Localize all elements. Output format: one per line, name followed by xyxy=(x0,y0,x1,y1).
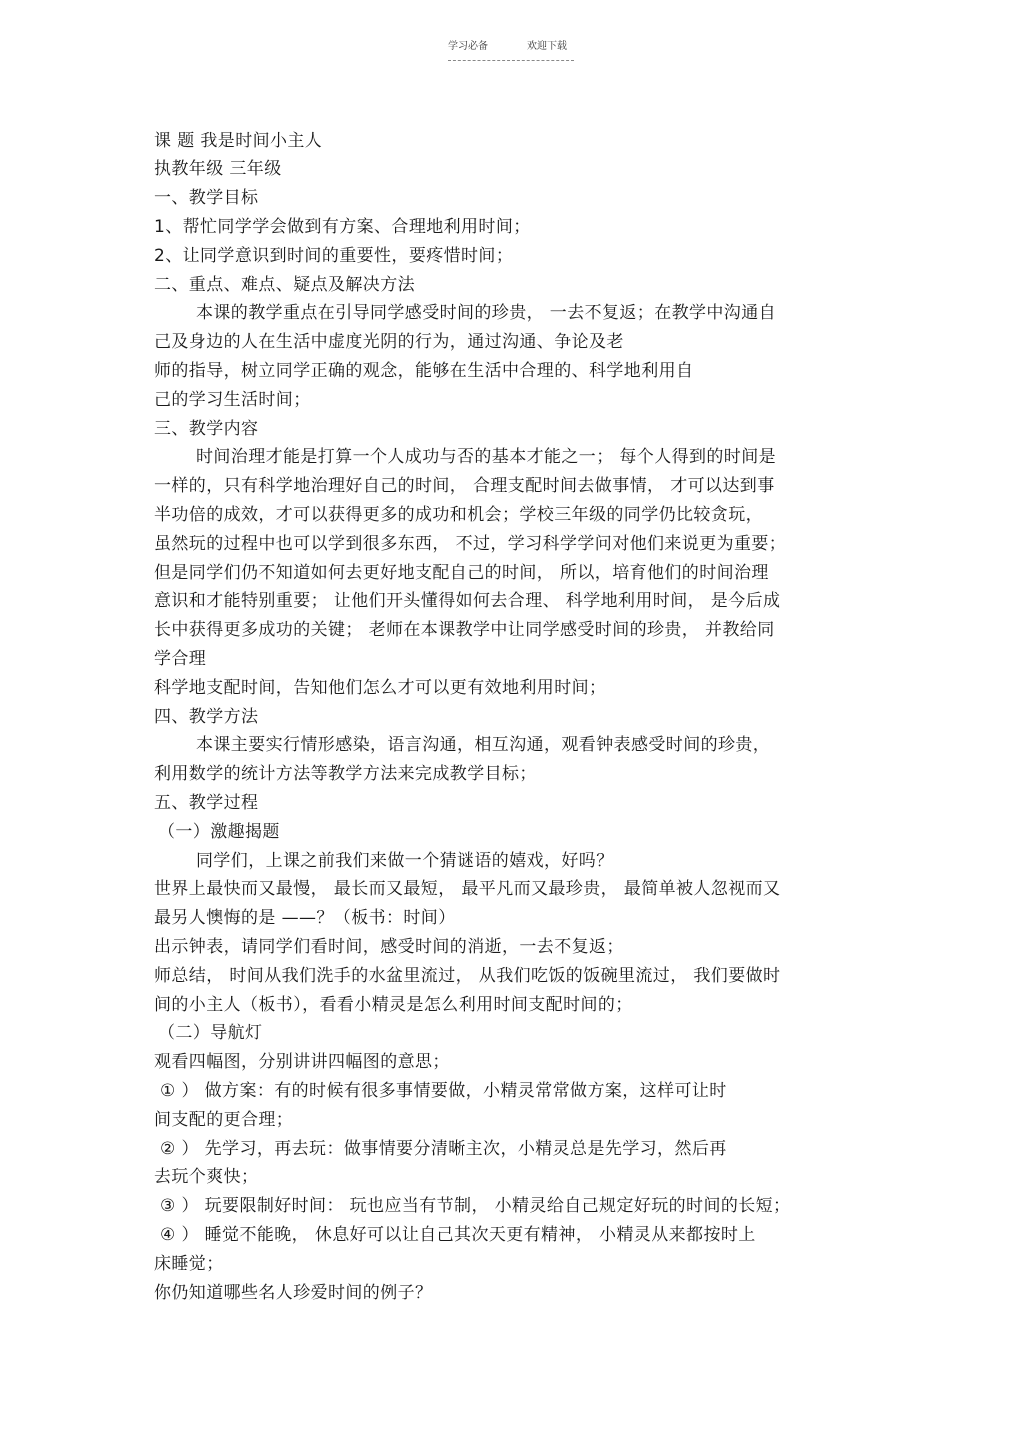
text-line: 长中获得更多成功的关键； 老师在本课教学中让同学感受时间的珍贵， 并教给同 xyxy=(154,620,775,640)
subsection-heading: （一）激趣揭题 xyxy=(158,822,280,842)
text-line: 本课主要实行情形感染，语言沟通，相互沟通，观看钟表感受时间的珍贵， xyxy=(196,735,771,755)
text-line: 观看四幅图，分别讲讲四幅图的意思； xyxy=(154,1052,450,1072)
list-item: ① ） 做方案：有的时候有很多事情要做，小精灵常常做方案，这样可让时 xyxy=(160,1081,727,1101)
text-line: 本课的教学重点在引导同学感受时间的珍贵， 一去不复返；在教学中沟通自 xyxy=(196,303,777,323)
text-line: 2、让同学意识到时间的重要性，要疼惜时间； xyxy=(154,246,514,266)
text-line: 时间治理才能是打算一个人成功与否的基本才能之一； 每个人得到的时间是 xyxy=(196,447,777,467)
text-line: 但是同学们仍不知道如何去更好地支配自己的时间， 所以，培育他们的时间治理 xyxy=(154,563,769,583)
text-line: 你仍知道哪些名人珍爱时间的例子？ xyxy=(154,1283,433,1303)
header-right-text: 欢迎下载 xyxy=(527,41,567,52)
text-line: 最另人懊悔的是 ——？（板书：时间） xyxy=(154,908,456,928)
text-line: 意识和才能特别重要； 让他们开头懂得如何去合理、 科学地利用时间， 是今后成 xyxy=(154,591,781,611)
text-line: 世界上最快而又最慢， 最长而又最短， 最平凡而又最珍贵， 最简单被人忽视而又 xyxy=(154,879,781,899)
text-line: 同学们，上课之前我们来做一个猜谜语的嬉戏，好吗？ xyxy=(196,851,614,871)
text-line: 己的学习生活时间； xyxy=(154,390,311,410)
lesson-title: 课 题 我是时间小主人 xyxy=(154,131,323,151)
text-line: 科学地支配时间，告知他们怎么才可以更有效地利用时间； xyxy=(154,678,607,698)
text-line: 出示钟表，请同学们看时间，感受时间的消逝，一去不复返； xyxy=(154,937,624,957)
text-line: 利用数学的统计方法等教学方法来完成教学目标； xyxy=(154,764,537,784)
section-heading: 二、重点、难点、疑点及解决方法 xyxy=(154,275,415,295)
text-line: 1、帮忙同学学会做到有方案、合理地利用时间； xyxy=(154,217,531,237)
text-line: 间支配的更合理； xyxy=(154,1110,294,1130)
subsection-heading: （二）导航灯 xyxy=(158,1023,263,1043)
section-heading: 五、教学过程 xyxy=(154,793,259,813)
text-line: 师总结， 时间从我们洗手的水盆里流过， 从我们吃饭的饭碗里流过， 我们要做时 xyxy=(154,966,781,986)
text-line: 己及身边的人在生活中虚度光阴的行为，通过沟通、争论及老 xyxy=(154,332,624,352)
grade-line: 执教年级 三年级 xyxy=(154,159,282,179)
text-line: 师的指导，树立同学正确的观念，能够在生活中合理的、科学地利用自 xyxy=(154,361,694,381)
header-left-text: 学习必备 xyxy=(448,41,488,52)
section-heading: 一、教学目标 xyxy=(154,188,259,208)
text-line: 学合理 xyxy=(154,649,207,669)
text-line: 间的小主人（板书），看看小精灵是怎么利用时间支配时间的； xyxy=(154,995,633,1015)
text-line: 去玩个爽快； xyxy=(154,1167,259,1187)
list-item: ② ） 先学习，再去玩：做事情要分清晰主次，小精灵总是先学习，然后再 xyxy=(160,1139,727,1159)
section-heading: 四、教学方法 xyxy=(154,707,259,727)
text-line: 虽然玩的过程中也可以学到很多东西， 不过，学习科学学问对他们来说更为重要； xyxy=(154,534,787,554)
text-line: 床睡觉； xyxy=(154,1254,224,1274)
text-line: 半功倍的成效，才可以获得更多的成功和机会；学校三年级的同学仍比较贪玩， xyxy=(154,505,763,525)
list-item: ③ ） 玩要限制好时间： 玩也应当有节制， 小精灵给自己规定好玩的时间的长短； xyxy=(160,1196,791,1216)
section-heading: 三、教学内容 xyxy=(154,419,259,439)
list-item: ④ ） 睡觉不能晚， 休息好可以让自己其次天更有精神， 小精灵从来都按时上 xyxy=(160,1225,756,1245)
text-line: 一样的，只有科学地治理好自己的时间， 合理支配时间去做事情， 才可以达到事 xyxy=(154,476,775,496)
